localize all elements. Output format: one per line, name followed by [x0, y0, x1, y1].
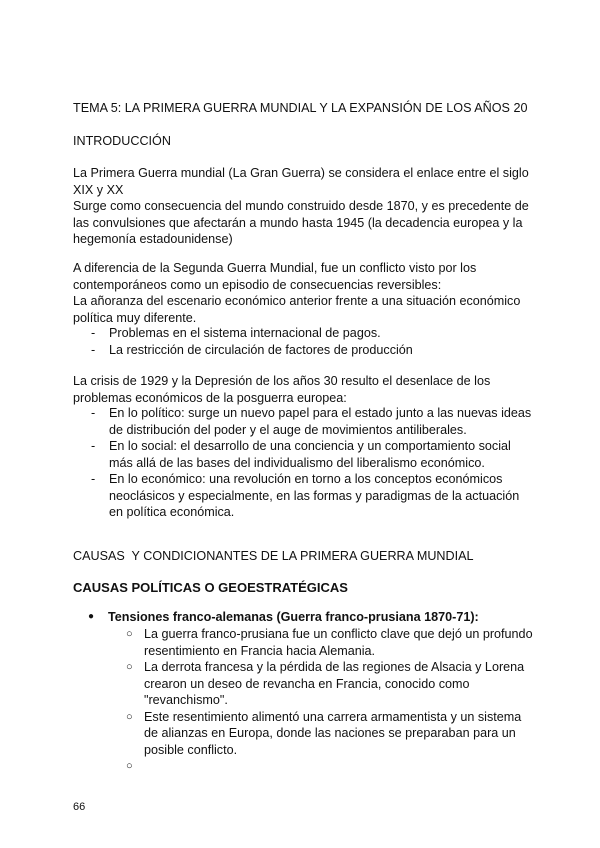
sub-list — [73, 626, 533, 774]
sub-list-item-text: La guerra franco-prusiana fue un conflicto clave que dejó un profundo resentimiento en Francia hacia Alemania. — [144, 627, 533, 658]
sub-list-item-text: Este resentimiento alimentó una carrera armamentista y un sistema de alianzas en Europa, donde las naciones se preparaban para un posible conflicto. — [144, 709, 522, 757]
list-item — [73, 438, 533, 471]
bullet-item — [73, 609, 533, 626]
dash-marker: - — [91, 326, 96, 340]
list-item-text: En lo social: el desarrollo de una conciencia y un comportamiento social más allá de las bases del individualismo del liberalismo económico. — [109, 439, 511, 470]
sub-list-item — [73, 626, 533, 659]
document-title: TEMA 5: LA PRIMERA GUERRA MUNDIAL Y LA EXPANSIÓN DE LOS AÑOS 20 — [73, 101, 528, 115]
page-number: 66 — [73, 801, 86, 813]
dash-marker: - — [91, 472, 96, 486]
bullet-item-text: Tensiones franco-alemanas (Guerra franco-prusiana 1870-71): — [108, 610, 479, 624]
dash-marker: - — [91, 342, 96, 357]
section-heading-causas: CAUSAS Y CONDICIONANTES DE LA PRIMERA GUERRA MUNDIAL — [73, 549, 474, 563]
list-item-text: En lo político: surge un nuevo papel para el estado junto a las nuevas ideas de distribución del poder y el auge de movimientos antiliberales. — [109, 406, 532, 437]
list-item — [73, 325, 533, 342]
paragraph-2: Surge como consecuencia del mundo construido desde 1870, y es precedente de las convulsiones que afectarán a mundo hasta 1945 (la decadencia europea y la hegemonía estadounidense) — [73, 199, 529, 246]
list-item-text: La restricción de circulación de factores de producción — [109, 342, 413, 357]
sub-list-item-text: La derrota francesa y la pérdida de las regiones de Alsacia y Lorena crearon un deseo de revancha en Francia, conocido como "revanchismo". — [144, 660, 525, 707]
list-item — [73, 471, 533, 521]
paragraph-4: La crisis de 1929 y la Depresión de los años 30 resulto el desenlace de los problemas económicos de la posguerra europea: — [73, 374, 491, 405]
circle-bullet-icon: ○ — [126, 760, 133, 772]
sub-list-item — [73, 758, 533, 774]
bullet-icon: ● — [88, 611, 95, 622]
list-item-text: Problemas en el sistema internacional de pagos. — [109, 326, 381, 340]
subsection-heading-politicas: CAUSAS POLÍTICAS O GEOESTRATÉGICAS — [73, 580, 348, 595]
paragraph-3: A diferencia de la Segunda Guerra Mundial, fue un conflicto visto por los contemporáneos como un episodio de consecuencias reversibles: La añoranza del escenario económico anterior frente a una situación económico política muy diferente. — [73, 261, 521, 325]
intro-heading: INTRODUCCIÓN — [73, 134, 171, 148]
list-item — [73, 405, 533, 438]
circle-bullet-icon: ○ — [126, 661, 133, 673]
dash-marker: - — [91, 439, 96, 453]
sub-list-item — [73, 709, 533, 759]
circle-bullet-icon: ○ — [126, 628, 133, 640]
sub-list-item — [73, 659, 533, 709]
list-item-text: En lo económico: una revolución en torno a los conceptos económicos neoclásicos y especialmente, en las formas y paradigmas de la actuación en política económica. — [109, 472, 520, 519]
list-item — [73, 342, 533, 359]
paragraph-1: La Primera Guerra mundial (La Gran Guerra) se considera el enlace entre el siglo XIX y XX — [73, 166, 529, 197]
dash-list-2 — [73, 405, 533, 521]
circle-bullet-icon: ○ — [126, 710, 133, 723]
dash-marker: - — [91, 406, 96, 420]
dash-list-1 — [73, 325, 533, 358]
